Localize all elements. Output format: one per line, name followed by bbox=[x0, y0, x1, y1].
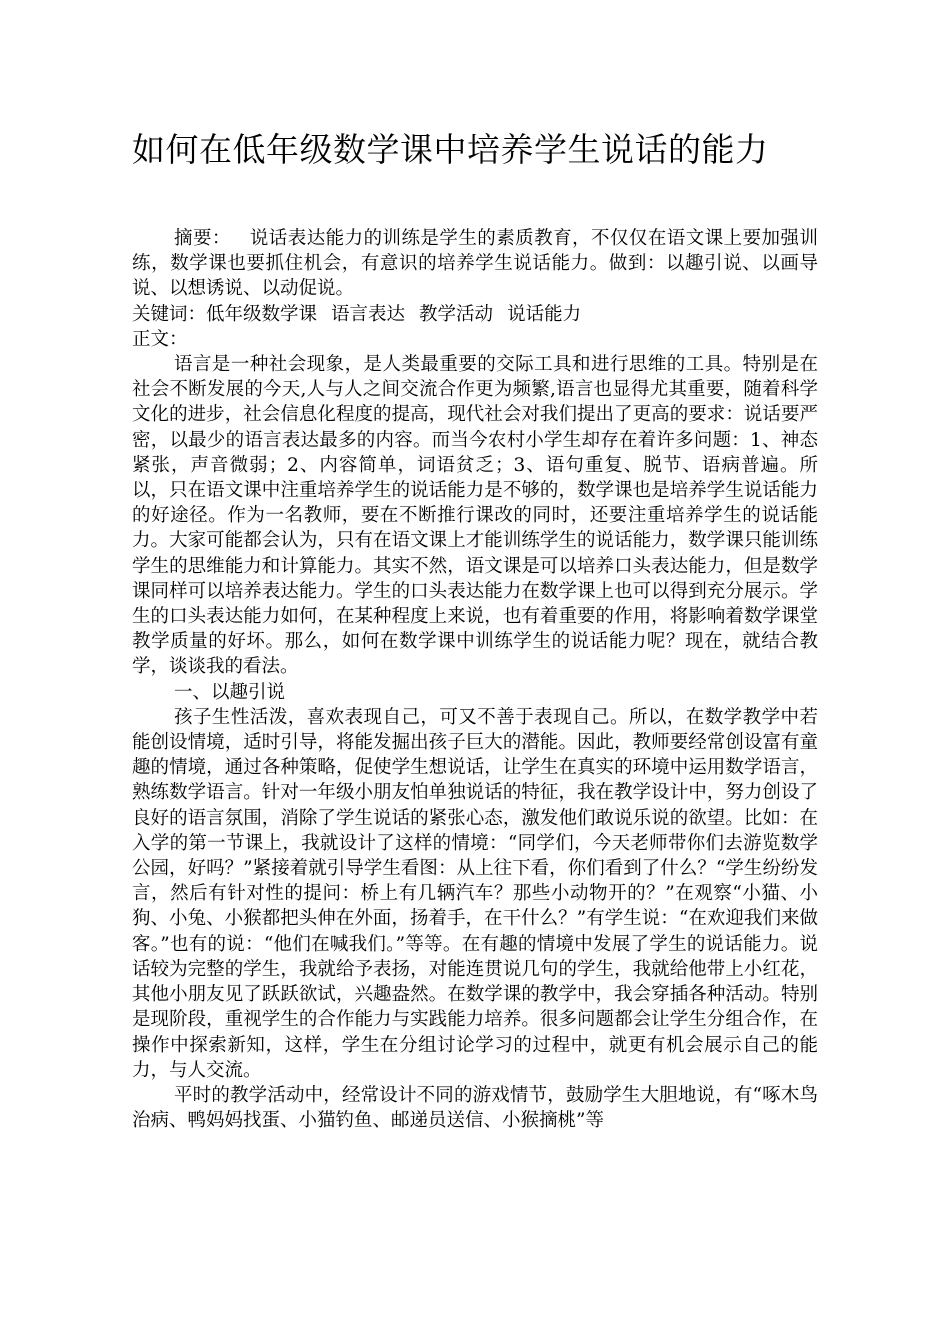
keyword-term: 说话能力 bbox=[507, 303, 582, 325]
keyword-term: 教学活动 bbox=[419, 303, 494, 325]
section-paragraph: 平时的教学活动中，经常设计不同的游戏情节，鼓励学生大胆地说，有“啄木鸟治病、鸭妈妈找蛋、小猫钓鱼、邮递员送信、小猴摘桃”等 bbox=[132, 1084, 818, 1132]
intro-paragraph: 语言是一种社会现象，是人类最重要的交际工具和进行思维的工具。特别是在社会不断发展的今天,人与人之间交流合作更为频繁,语言也显得尤其重要，随着科学文化的进步，社会信息化程度的提高，现代社会对我们提出了更高的要求：说话要严密，以最少的语言表达最多的内容。而当今农村小学生却存在着许多问题：1、神态紧张，声音微弱；2、内容简单，词语贫乏；3、语句重复、脱节、语病普遍。所以，只在语文课中注重培养学生的说话能力是不够的，数学课也是培养学生说话能力的好途径。作为一名教师，要在不断推行课改的同时，还要注重培养学生的说话能力。大家可能都会认为，只有在语文课上才能训练学生的说话能力，数学课只能训练学生的思维能力和计算能力。其实不然，语文课是可以培养口头表达能力，但是数学课同样可以培养表达能力。学生的口头表达能力在数学课上也可以得到充分展示。学生的口头表达能力如何，在某种程度上来说，也有着重要的作用，将影响着数学课堂教学质量的好坏。那么，如何在数学课中训练学生的说话能力呢？现在，就结合教学，谈谈我的看法。 bbox=[132, 354, 818, 678]
document-body bbox=[132, 226, 818, 1133]
abstract-text: 说话表达能力的训练是学生的素质教育，不仅仅在语文课上要加强训练，数学课也要抓住机会，有意识的培养学生说话能力。做到：以趣引说、以画导说、以想诱说、以动促说。 bbox=[132, 228, 818, 300]
document-title: 如何在低年级数学课中培养学生说话的能力 bbox=[132, 130, 769, 169]
keyword-term: 语言表达 bbox=[331, 303, 406, 325]
keyword-term: 低年级数学课 bbox=[206, 303, 318, 325]
abstract-paragraph bbox=[132, 226, 818, 302]
keywords-line bbox=[132, 302, 818, 327]
section-paragraph: 孩子生性活泼，喜欢表现自己，可又不善于表现自己。所以，在数学教学中若能创设情境，适时引导，将能发掘出孩子巨大的潜能。因此，教师要经常创设富有童趣的情境，通过各种策略，促使学生想说话，让学生在真实的环境中运用数学语言，熟练数学语言。针对一年级小朋友怕单独说话的特征，我在教学设计中，努力创设了良好的语言氛围，消除了学生说话的紧张心态，激发他们敢说乐说的欲望。比如：在入学的第一节课上，我就设计了这样的情境：“同学们，今天老师带你们去游览数学公园，好吗？”紧接着就引导学生看图：从上往下看，你们看到了什么？“学生纷纷发言，然后有针对性的提问：桥上有几辆汽车？那些小动物开的？”在观察“小猫、小狗、小兔、小猴都把头伸在外面，扬着手，在干什么？”有学生说：“在欢迎我们来做客。”也有的说：“他们在喊我们。”等等。在有趣的情境中发展了学生的说话能力。说话较为完整的学生，我就给予表扬，对能连贯说几句的学生，我就给他带上小红花，其他小朋友见了跃跃欲试，兴趣盎然。在数学课的教学中，我会穿插各种活动。特别是现阶段，重视学生的合作能力与实践能力培养。很多问题都会让学生分组合作，在操作中探索新知，这样，学生在分组讨论学习的过程中，就更有机会展示自己的能力，与人交流。 bbox=[132, 706, 818, 1081]
abstract-label: 摘要： bbox=[174, 228, 231, 249]
keywords-label: 关键词： bbox=[132, 303, 207, 325]
body-label: 正文： bbox=[132, 328, 188, 350]
section-heading: 一、以趣引说 bbox=[174, 681, 286, 703]
